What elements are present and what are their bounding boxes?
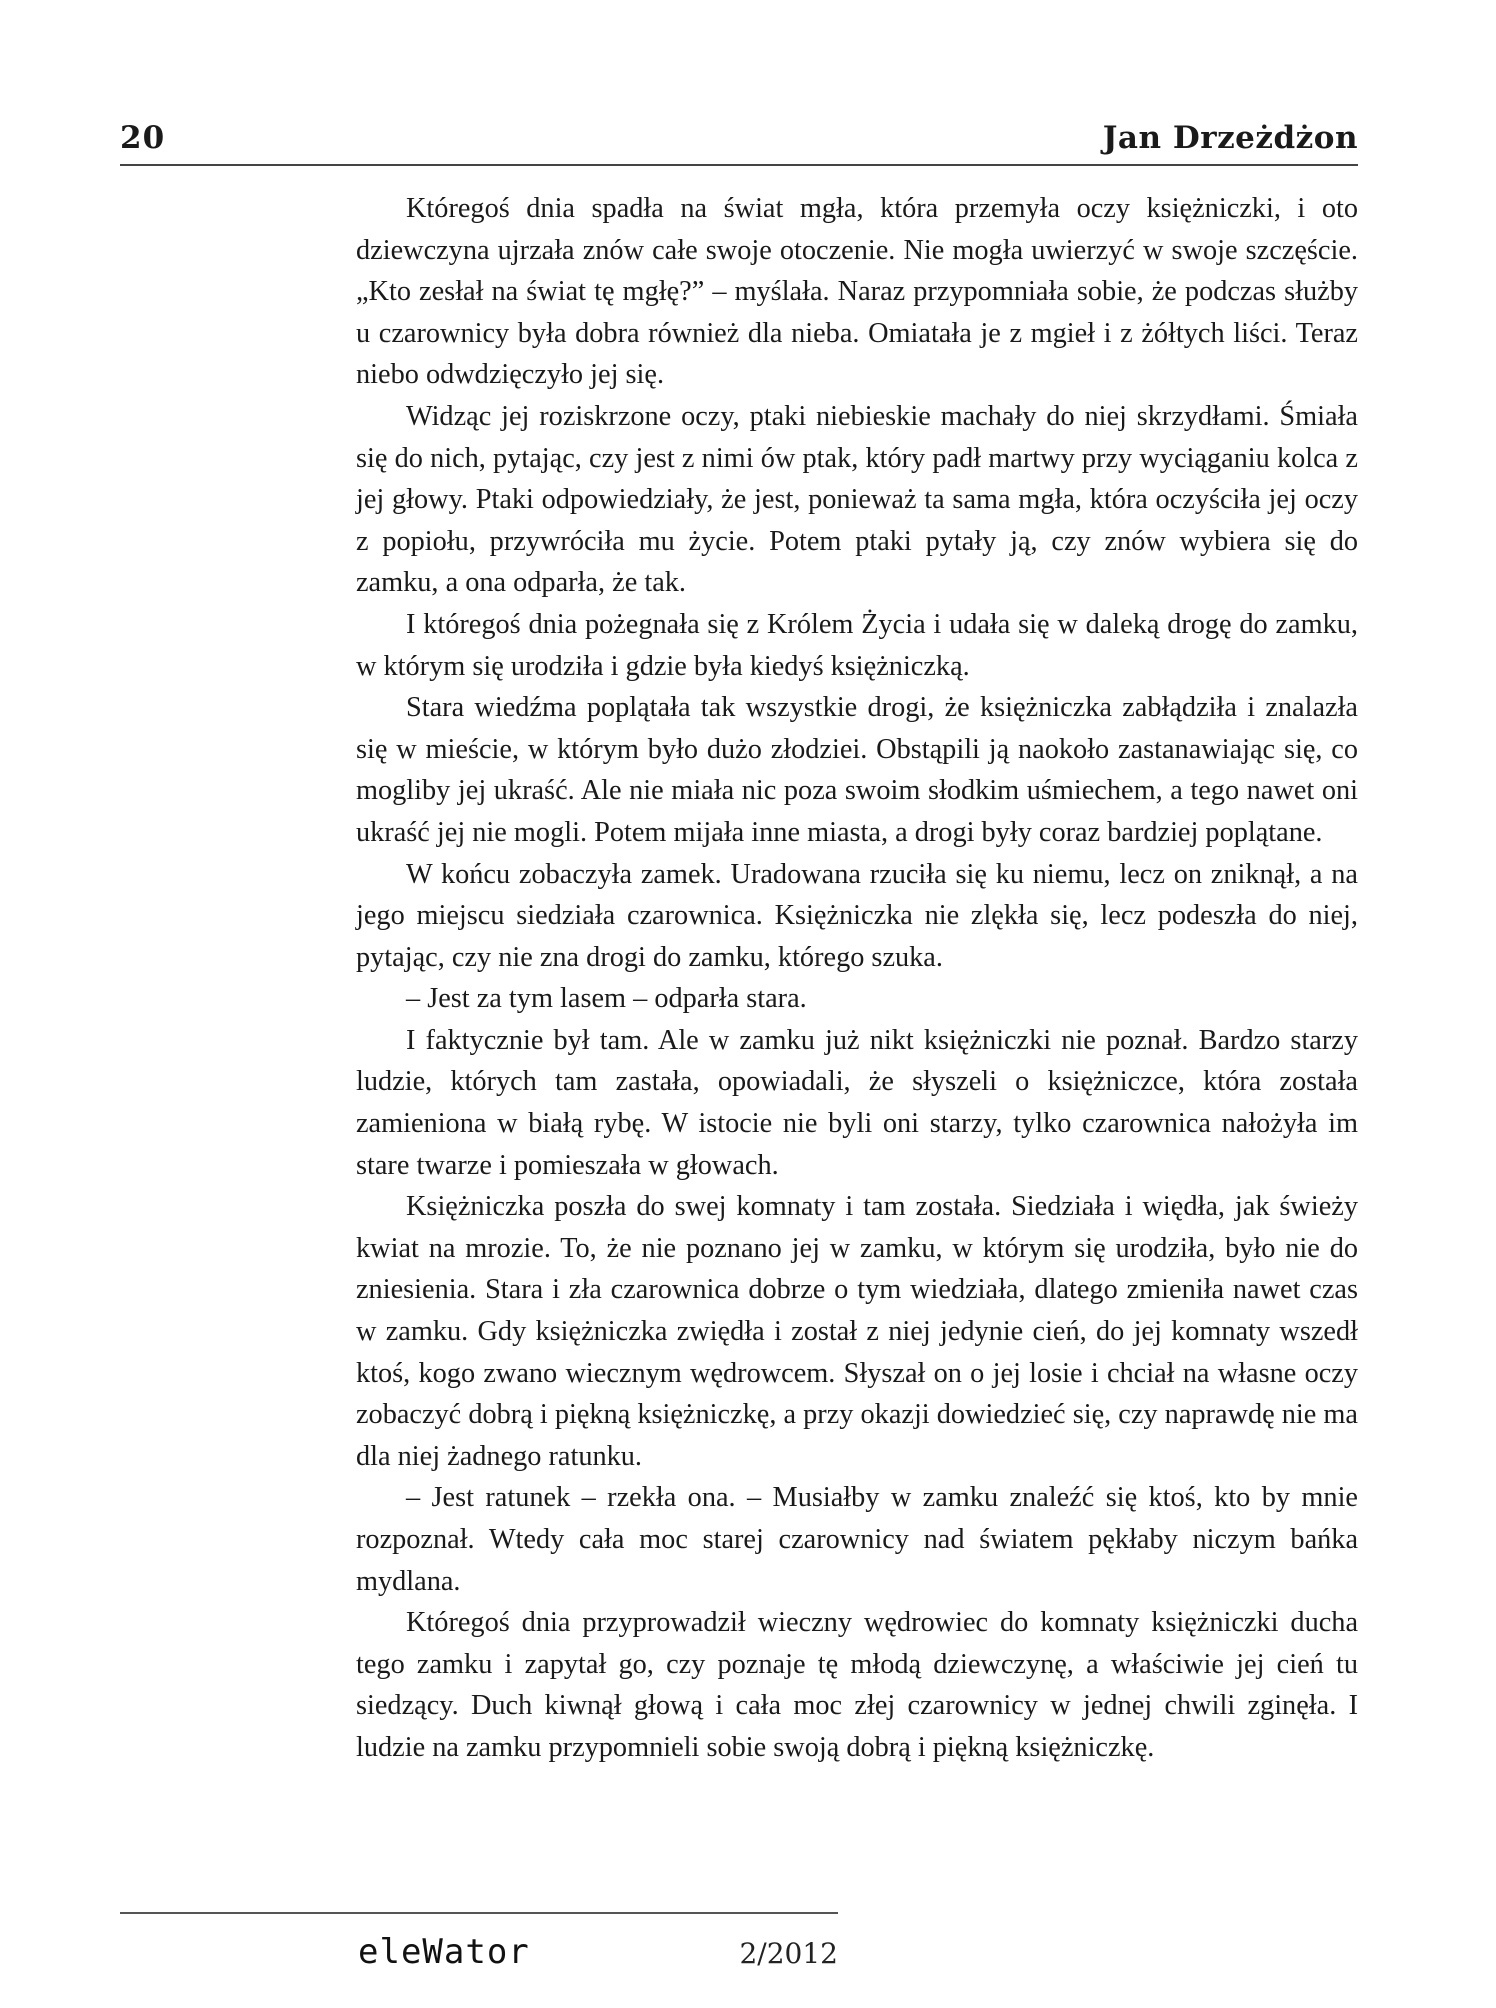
page-header (120, 118, 1358, 166)
paragraph: Stara wiedźma poplątała tak wszystkie drogi, że księżniczka zabłądziła i znalazła się w mieście, w którym było dużo złodziei. Obstąpili ją naokoło zastanawiając się, co mogliby jej ukraść. Ale nie miała nic poza swoim słodkim uśmiechem, a tego nawet oni ukraść jej nie mogli. Potem mijała inne miasta, a drogi były coraz bardziej poplątane. (356, 692, 1358, 848)
issue-number: 2/2012 (739, 1937, 838, 1970)
paragraph: Księżniczka poszła do swej komnaty i tam została. Siedziała i więdła, jak świeży kwiat na mrozie. To, że nie poznano jej w zamku, w którym się urodziła, było nie do zniesienia. Stara i zła czarownica dobrze o tym wiedziała, dlatego zmieniła nawet czas w zamku. Gdy księżniczka zwiędła i został z niej jedynie cień, do jej komnaty wszedł ktoś, kogo zwano wiecznym wędrowcem. Słyszał on o jej losie i chciał na własne oczy zobaczyć dobrą i piękną księżniczkę, a przy okazji dowiedzieć się, czy naprawdę nie ma dla niej żadnego ratunku. (356, 1191, 1358, 1472)
paragraph: I któregoś dnia pożegnała się z Królem Życia i udała się w daleką drogę do zamku, w którym się urodziła i gdzie była kiedyś księżniczką. (356, 608, 1358, 682)
paragraph: I faktycznie był tam. Ale w zamku już nikt księżniczki nie poznał. Bardzo starzy ludzie, których tam zastała, opowiadali, że słyszeli o księżniczce, która została zamieniona w białą rybę. W istocie nie byli oni starzy, tylko czarownica nałożyła im stare twarze i pomieszała w głowach. (356, 1024, 1358, 1181)
paragraph: Któregoś dnia spadła na świat mgła, która przemyła oczy księżniczki, i oto dziewczyna ujrzała znów całe swoje otoczenie. Nie mogła uwierzyć w swoje szczęście. „Kto zesłał na świat tę mgłę?” – myślała. Naraz przypomniała sobie, że podczas służby u czarownicy była dobra również dla nieba. Omiatała je z mgieł i z żółtych liści. Teraz niebo odwdzięczyło jej się. (356, 193, 1358, 391)
dialogue-line: – Jest ratunek – rzekła ona. – Musiałby w zamku znaleźć się ktoś, kto by mnie rozpoznał. Wtedy cała moc starej czarownicy nad światem pękłaby niczym bańka mydlana. (356, 1482, 1358, 1597)
magazine-logo: eleWator (358, 1932, 530, 1972)
paragraph: Któregoś dnia przyprowadził wieczny wędrowiec do komnaty księżniczki ducha tego zamku i zapytał go, czy poznaje tę młodą dziewczynę, a właściwie jej cień tu siedzący. Duch kiwnął głową i cała moc złej czarownicy w jednej chwili zginęła. I ludzie na zamku przypomnieli sobie swoją dobrą i piękną księżniczkę. (356, 1607, 1358, 1763)
paragraph: W końcu zobaczyła zamek. Uradowana rzuciła się ku niemu, lecz on zniknął, a na jego miejscu siedziała czarownica. Księżniczka nie zlękła się, lecz podeszła do niej, pytając, czy nie zna drogi do zamku, którego szuka. (356, 858, 1358, 973)
paragraph: Widząc jej roziskrzone oczy, ptaki niebieskie machały do niej skrzydłami. Śmiała się do nich, pytając, czy jest z nimi ów ptak, który padł martwy przy wyciąganiu kolca z jej głowy. Ptaki odpowiedziały, że jest, ponieważ ta sama mgła, która oczyściła jej oczy z popiołu, przywróciła mu życie. Potem ptaki pytały ją, czy znów wybiera się do zamku, a ona odparła, że tak. (356, 400, 1358, 599)
page-footer (120, 1912, 838, 1974)
dialogue-line: – Jest za tym lasem – odparła stara. (406, 983, 807, 1015)
author-name: Jan Drzeżdżon (1102, 120, 1358, 156)
article-body (356, 188, 1358, 1769)
page-number: 20 (120, 120, 166, 156)
